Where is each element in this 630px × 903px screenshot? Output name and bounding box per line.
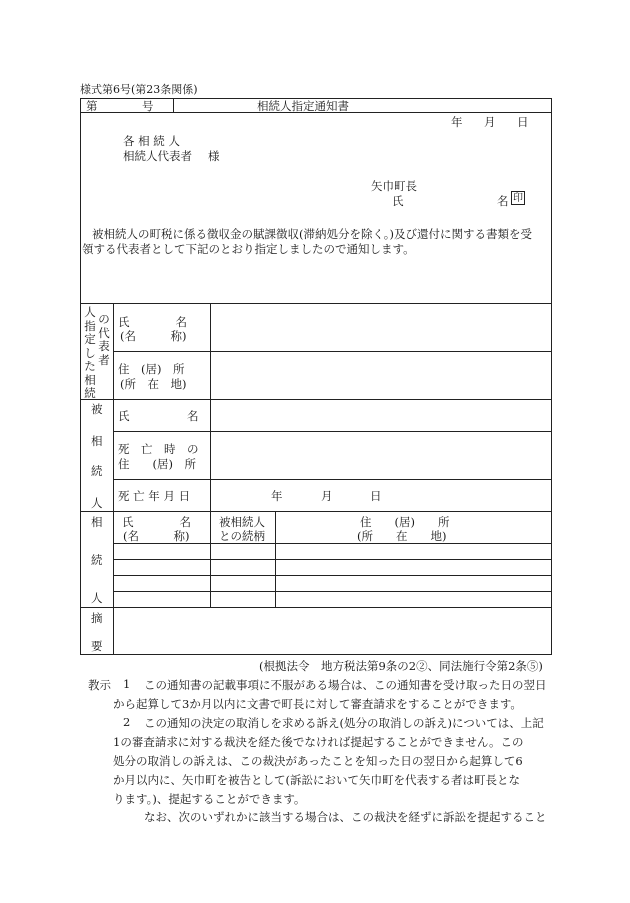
death-date-month: 月 bbox=[321, 489, 333, 503]
heirs-col-relation-line2: との続柄 bbox=[219, 529, 265, 543]
heirs-col-name-sub: (名 称) bbox=[123, 529, 190, 543]
deceased-death-address-line2: 住 (居) 所 bbox=[118, 457, 196, 471]
legal-basis: (根拠法令 地方税法第9条の2②、同法施行令第2条⑤) bbox=[259, 659, 543, 673]
instruction-2-line4: か月以内に、矢巾町を被告として(訴訟において矢巾町を代表する者は町長とな bbox=[113, 773, 520, 787]
rule bbox=[113, 431, 552, 432]
instructions-heading: 教示 bbox=[88, 678, 111, 692]
rule bbox=[113, 303, 114, 655]
body-text-line2: 領する代表者として下記のとおり指定しましたので通知します。 bbox=[82, 242, 415, 256]
deceased-death-address-line1: 死 亡 時 の bbox=[118, 442, 199, 456]
rule bbox=[113, 351, 552, 352]
honorific: 様 bbox=[208, 149, 220, 163]
date-year-label: 年 bbox=[451, 115, 463, 129]
representative-address-label: 住 (居) 所 bbox=[118, 362, 185, 376]
rule bbox=[210, 303, 211, 607]
date-month-label: 月 bbox=[484, 115, 496, 129]
form-title: 相続人指定通知書 bbox=[257, 99, 349, 113]
instruction-2-line3: 処分の取消しの訴えは、この裁決があったことを知った日の翌日から起算して6 bbox=[113, 754, 523, 768]
representative-name-sub: (名 称) bbox=[120, 329, 187, 343]
remarks-side-label-2: 要 bbox=[91, 639, 103, 653]
heirs-side-label-1: 相 bbox=[91, 515, 103, 529]
sender-name-left: 氏 bbox=[392, 194, 404, 208]
instruction-2-line5: ります。)、提起することができます。 bbox=[113, 792, 306, 806]
instruction-1-number: 1 bbox=[123, 677, 131, 691]
sender-office: 矢巾町長 bbox=[371, 179, 417, 193]
date-day-label: 日 bbox=[517, 115, 529, 129]
rule bbox=[113, 559, 552, 560]
representative-name-label: 氏 名 bbox=[118, 315, 187, 329]
instruction-2-line2: 1の審査請求に対する裁決を経た後でなければ提起することができません。この bbox=[113, 735, 524, 749]
form-label: 様式第6号(第23条関係) bbox=[80, 83, 198, 96]
death-date-day: 日 bbox=[370, 489, 382, 503]
heirs-side-label-3: 人 bbox=[91, 591, 103, 605]
rule bbox=[80, 511, 552, 512]
rule bbox=[80, 399, 552, 400]
heirs-side-label-2: 続 bbox=[91, 553, 103, 567]
number-prefix: 第 bbox=[86, 99, 98, 113]
deceased-name-label: 氏 名 bbox=[118, 409, 199, 423]
rule bbox=[173, 98, 174, 112]
addressee-heirs: 各 相 続 人 bbox=[123, 134, 180, 148]
instruction-2-line1: この通知の決定の取消しを求める訴え(処分の取消しの訴え)については、上記 bbox=[144, 716, 544, 730]
rule bbox=[113, 575, 552, 576]
rule bbox=[113, 591, 552, 592]
seal-box: 印 bbox=[513, 193, 523, 204]
deceased-death-date-label: 死 亡 年 月 日 bbox=[118, 489, 191, 503]
instruction-2-number: 2 bbox=[123, 715, 131, 729]
rule bbox=[113, 479, 552, 480]
representative-side-label-col1: 人指定した相続 bbox=[84, 305, 96, 400]
instruction-1-line2: から起算して3か月以内に文書で町長に対して審査請求をすることができます。 bbox=[113, 697, 522, 711]
sender-name-right: 名 bbox=[497, 194, 509, 208]
number-suffix: 号 bbox=[142, 99, 154, 113]
body-text-line1: 被相続人の町税に係る徴収金の賦課徴収(滞納処分を除く。)及び還付に関する書類を受 bbox=[92, 227, 532, 241]
deceased-side-label-2: 相 bbox=[91, 434, 103, 448]
representative-side-label-col2: の代表者 bbox=[98, 312, 110, 367]
deceased-side-label-1: 被 bbox=[91, 402, 103, 416]
rule bbox=[275, 511, 276, 607]
remarks-side-label-1: 摘 bbox=[91, 611, 103, 625]
death-date-year: 年 bbox=[271, 489, 283, 503]
deceased-side-label-4: 人 bbox=[91, 496, 103, 510]
rule bbox=[80, 607, 552, 608]
instruction-1-line1: この通知書の記載事項に不服がある場合は、この通知書を受け取った日の翌日 bbox=[144, 678, 547, 692]
deceased-side-label-3: 続 bbox=[91, 464, 103, 478]
addressee-representative: 相続人代表者 bbox=[123, 149, 192, 163]
heirs-col-address-sub: (所 在 地) bbox=[357, 529, 447, 543]
representative-address-sub: (所 在 地) bbox=[120, 377, 187, 391]
instruction-note-line1: なお、次のいずれかに該当する場合は、この裁決を経ずに訴訟を提起すること bbox=[144, 810, 547, 824]
heirs-col-relation-line1: 被相続人 bbox=[219, 515, 265, 529]
rule bbox=[80, 303, 552, 304]
heirs-col-address: 住 (居) 所 bbox=[360, 515, 450, 529]
heirs-col-name: 氏 名 bbox=[122, 515, 191, 529]
